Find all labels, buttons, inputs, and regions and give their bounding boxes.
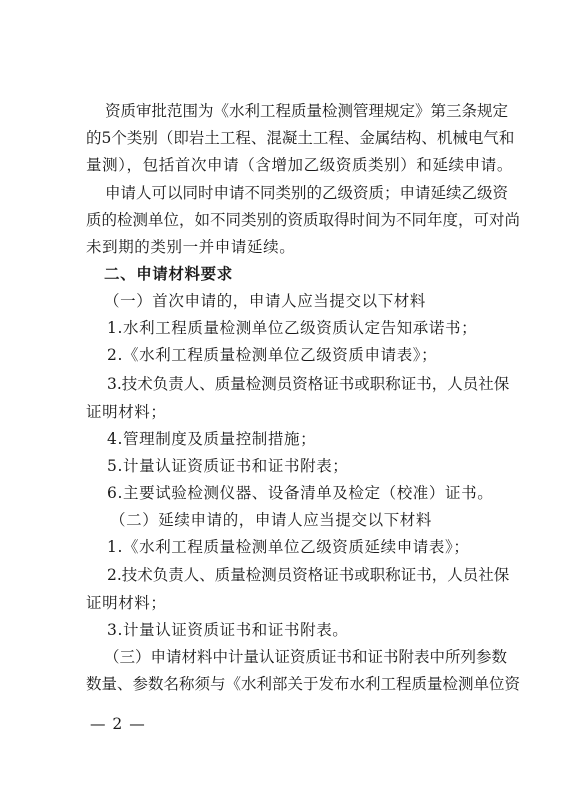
list-item: 3.技术负责人、质量检测员资格证书或职称证书，人员社保: [107, 375, 510, 393]
list-item-continuation: 证明材料；: [86, 403, 167, 421]
list-item: 1.《水利工程质量检测单位乙级资质延续申请表》；: [107, 538, 470, 556]
list-item: 6.主要试验检测仪器、设备清单及检定（校准）证书。: [107, 484, 494, 502]
list-item: 3.计量认证资质证书和证书附表。: [107, 621, 349, 639]
list-item: 2.技术负责人、质量检测员资格证书或职称证书，人员社保: [107, 566, 510, 584]
list-item: 2.《水利工程质量检测单位乙级资质申请表》；: [107, 346, 438, 364]
paragraph-line: 未到期的类别一并申请延续。: [86, 238, 296, 256]
subsection-heading: （一）首次申请的，申请人应当提交以下材料: [104, 292, 427, 310]
paragraph-line: 量测），包括首次申请（含增加乙级资质类别）和延续申请。: [86, 156, 513, 174]
subsection-heading: （二）延续申请的，申请人应当提交以下材料: [110, 511, 433, 529]
list-item: 1.水利工程质量检测单位乙级资质认定告知承诺书；: [107, 319, 478, 337]
section-heading: 二、申请材料要求: [104, 265, 233, 283]
paragraph-line: 资质审批范围为《水利工程质量检测管理规定》第三条规定: [105, 102, 509, 120]
list-item: 5.计量认证资质证书和证书附表；: [107, 457, 349, 475]
page-number: — 2 —: [90, 715, 146, 733]
list-item: 4.管理制度及质量控制措施；: [107, 430, 317, 448]
paragraph-line: （三）申请材料中计量认证资质证书和证书附表中所列参数: [104, 648, 508, 666]
paragraph-line: 质的检测单位，如不同类别的资质取得时间为不同年度，可对尚: [86, 211, 521, 229]
paragraph-line: 的5个类别（即岩土工程、混凝土工程、金属结构、机械电气和: [86, 129, 515, 147]
paragraph-line: 申请人可以同时申请不同类别的乙级资质；申请延续乙级资: [105, 184, 509, 202]
paragraph-line: 数量、参数名称须与《水利部关于发布水利工程质量检测单位资: [86, 675, 521, 693]
list-item-continuation: 证明材料；: [86, 594, 167, 612]
